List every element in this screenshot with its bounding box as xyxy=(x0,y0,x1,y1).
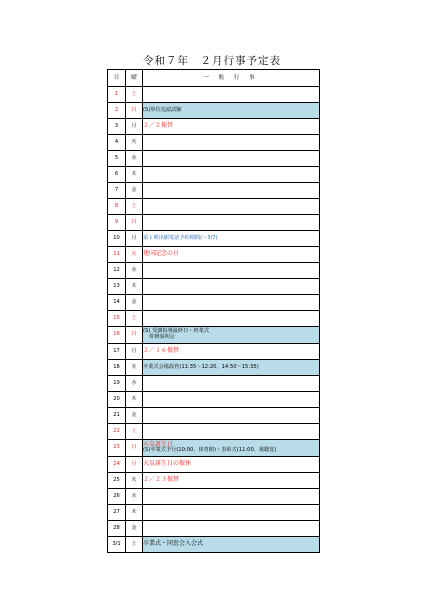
event-cell xyxy=(143,327,320,344)
table-row xyxy=(108,247,320,263)
table-row xyxy=(108,344,320,360)
weekday-cell: 金 xyxy=(126,295,143,311)
weekday-cell: 水 xyxy=(126,376,143,392)
day-cell: 26 xyxy=(108,489,126,505)
event-cell xyxy=(143,376,320,392)
table-row xyxy=(108,376,320,392)
event-text: 卒業式・同窓会入会式 xyxy=(143,540,204,548)
event-cell xyxy=(143,311,320,327)
weekday-cell: 金 xyxy=(126,408,143,424)
weekday-cell: 日 xyxy=(126,215,143,231)
event-cell xyxy=(143,231,320,247)
table-row xyxy=(108,311,320,327)
event-cell xyxy=(143,521,320,537)
table-row xyxy=(108,392,320,408)
event-cell xyxy=(143,119,320,135)
table-row xyxy=(108,295,320,311)
weekday-cell: 木 xyxy=(126,167,143,183)
weekday-cell: 日 xyxy=(126,327,143,344)
event-cell xyxy=(143,279,320,295)
day-cell: 6 xyxy=(108,167,126,183)
event-cell xyxy=(143,360,320,376)
event-cell xyxy=(143,537,320,553)
weekday-cell: 火 xyxy=(126,473,143,489)
table-row xyxy=(108,119,320,135)
event-cell xyxy=(143,151,320,167)
schedule-body xyxy=(108,87,320,553)
event-cell xyxy=(143,440,320,457)
event-text: 第１期出願電話予約期間(～3/7) xyxy=(143,234,218,241)
event-cell xyxy=(143,295,320,311)
day-cell: 10 xyxy=(108,231,126,247)
table-row xyxy=(108,103,320,119)
table-row xyxy=(108,327,320,344)
event-cell xyxy=(143,215,320,231)
event-text: (S) 受講指導最終日・終業式 xyxy=(143,328,210,335)
weekday-cell: 木 xyxy=(126,279,143,295)
weekday-cell: 火 xyxy=(126,247,143,263)
day-cell: 5 xyxy=(108,151,126,167)
day-cell: 27 xyxy=(108,505,126,521)
weekday-cell: 火 xyxy=(126,360,143,376)
day-cell: 2 xyxy=(108,103,126,119)
table-row xyxy=(108,440,320,457)
weekday-cell: 木 xyxy=(126,392,143,408)
day-cell: 16 xyxy=(108,327,126,344)
event-text: (S)単位追認試験 xyxy=(143,106,182,113)
day-cell: 20 xyxy=(108,392,126,408)
weekday-cell: 土 xyxy=(126,199,143,215)
event-cell xyxy=(143,473,320,489)
event-text: 天皇誕生日 xyxy=(143,440,174,448)
page-title: 令和７年 ２月行事予定表 xyxy=(143,55,281,67)
day-cell: 1 xyxy=(108,87,126,103)
event-cell xyxy=(143,183,320,199)
weekday-cell: 水 xyxy=(126,151,143,167)
day-cell: 9 xyxy=(108,215,126,231)
day-cell: 28 xyxy=(108,521,126,537)
event-cell xyxy=(143,344,320,360)
weekday-cell: 日 xyxy=(126,103,143,119)
event-cell xyxy=(143,103,320,119)
day-cell: 25 xyxy=(108,473,126,489)
event-cell xyxy=(143,199,320,215)
event-cell xyxy=(143,489,320,505)
weekday-cell: 月 xyxy=(126,119,143,135)
day-cell: 21 xyxy=(108,408,126,424)
event-text: ２／２３振替 xyxy=(143,476,180,484)
header-day: 日 xyxy=(108,70,126,87)
header-event: 一 般 行 事 xyxy=(143,70,320,87)
day-cell: 24 xyxy=(108,457,126,473)
day-cell: 14 xyxy=(108,295,126,311)
table-row xyxy=(108,424,320,440)
event-cell xyxy=(143,167,320,183)
day-cell: 15 xyxy=(108,311,126,327)
day-cell: 11 xyxy=(108,247,126,263)
day-cell: 3/1 xyxy=(108,537,126,553)
table-row xyxy=(108,183,320,199)
weekday-cell: 土 xyxy=(126,87,143,103)
table-row xyxy=(108,489,320,505)
event-cell xyxy=(143,457,320,473)
table-header-row xyxy=(108,70,320,87)
weekday-cell: 火 xyxy=(126,135,143,151)
table-row xyxy=(108,87,320,103)
schedule-table xyxy=(107,69,320,553)
event-text: 天皇誕生日の振休 xyxy=(143,460,192,468)
weekday-cell: 土 xyxy=(126,424,143,440)
day-cell: 17 xyxy=(108,344,126,360)
day-cell: 12 xyxy=(108,263,126,279)
table-row xyxy=(108,360,320,376)
day-cell: 4 xyxy=(108,135,126,151)
event-text: 併修説明会 xyxy=(149,334,175,340)
weekday-cell: 木 xyxy=(126,505,143,521)
weekday-cell: 日 xyxy=(126,440,143,457)
day-cell: 19 xyxy=(108,376,126,392)
table-row xyxy=(108,167,320,183)
event-cell xyxy=(143,505,320,521)
weekday-cell: 土 xyxy=(126,311,143,327)
weekday-cell: 月 xyxy=(126,457,143,473)
day-cell: 22 xyxy=(108,424,126,440)
day-cell: 8 xyxy=(108,199,126,215)
event-cell xyxy=(143,408,320,424)
table-row xyxy=(108,521,320,537)
table-row xyxy=(108,199,320,215)
table-row xyxy=(108,505,320,521)
table-row xyxy=(108,279,320,295)
weekday-cell: 月 xyxy=(126,231,143,247)
day-cell: 13 xyxy=(108,279,126,295)
day-cell: 3 xyxy=(108,119,126,135)
event-cell xyxy=(143,247,320,263)
table-row xyxy=(108,408,320,424)
table-row xyxy=(108,215,320,231)
weekday-cell: 水 xyxy=(126,489,143,505)
day-cell: 18 xyxy=(108,360,126,376)
event-cell xyxy=(143,392,320,408)
event-cell xyxy=(143,263,320,279)
table-row xyxy=(108,135,320,151)
event-text: 建国記念の日 xyxy=(143,250,180,258)
weekday-cell: 水 xyxy=(126,263,143,279)
event-cell xyxy=(143,87,320,103)
event-cell xyxy=(143,135,320,151)
weekday-cell: 金 xyxy=(126,183,143,199)
event-text: (S)卒業式予行(10:00、体育館)・表彰式(11:00、視聴覚) xyxy=(143,447,277,454)
event-cell xyxy=(143,424,320,440)
event-text: 卒業式会場設営(11:35～12:20、14:50～15:35) xyxy=(143,363,259,370)
event-text: ２／１６振替 xyxy=(143,347,180,355)
table-row xyxy=(108,231,320,247)
table-row xyxy=(108,151,320,167)
table-row xyxy=(108,263,320,279)
weekday-cell: 月 xyxy=(126,344,143,360)
table-row xyxy=(108,457,320,473)
weekday-cell: 土 xyxy=(126,537,143,553)
table-row xyxy=(108,473,320,489)
event-text: ２／２振替 xyxy=(143,122,174,130)
header-weekday: 曜 xyxy=(126,70,143,87)
weekday-cell: 金 xyxy=(126,521,143,537)
day-cell: 7 xyxy=(108,183,126,199)
table-row xyxy=(108,537,320,553)
day-cell: 23 xyxy=(108,440,126,457)
